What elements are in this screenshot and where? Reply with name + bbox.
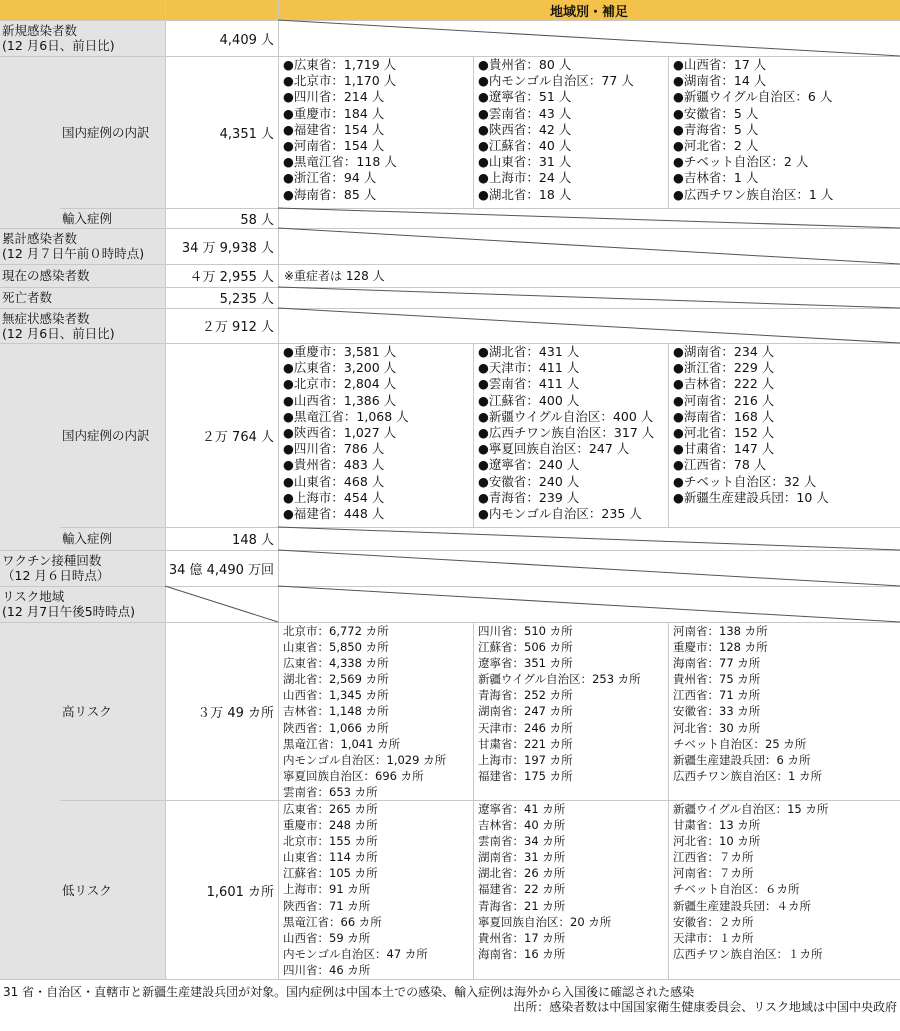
region-entry: 福建省：175 カ所 xyxy=(478,768,573,783)
region-entry: ●江蘇省：40 人 xyxy=(478,138,572,154)
region-entry: 海南省：77 カ所 xyxy=(673,656,761,671)
new-imported-value: 58 人 xyxy=(240,212,274,228)
region-entry: 黒竜江省：66 カ所 xyxy=(283,914,382,929)
region-entry: ●雲南省：43 人 xyxy=(478,105,572,121)
region-entry: ●河南省：154 人 xyxy=(283,138,385,154)
region-entry: ●安徽省：240 人 xyxy=(478,473,580,489)
region-entry: ●上海市：24 人 xyxy=(478,170,572,186)
region-entry: 吉林省：40 カ所 xyxy=(478,818,566,833)
cumulative-value: 34 万 9,938 人 xyxy=(181,240,274,256)
asym-domestic-value: ２万 764 人 xyxy=(201,429,274,445)
region-entry: 天津市：246 カ所 xyxy=(478,720,573,735)
region-entry: ●陝西省：1,027 人 xyxy=(283,425,397,441)
region-entry: 内モンゴル自治区：1,029 カ所 xyxy=(283,752,447,767)
region-entry: 河南省：138 カ所 xyxy=(673,624,768,638)
region-entry: 新疆ウイグル自治区：15 カ所 xyxy=(673,802,829,816)
region-entry: ●北京市：2,804 人 xyxy=(283,376,397,392)
region-entry: ●上海市：454 人 xyxy=(283,489,385,505)
region-entry: ●内モンゴル自治区：235 人 xyxy=(478,506,642,522)
new-cases-value: 4,409 人 xyxy=(219,32,274,48)
region-entry: ●重慶市：184 人 xyxy=(283,105,385,121)
high-risk-value: ３万 49 カ所 xyxy=(197,705,274,721)
cumulative-label-line2: (12 月７日午前０時時点) xyxy=(2,246,145,261)
region-entry: ●天津市：411 人 xyxy=(478,360,580,376)
vaccine-label-line1: ワクチン接種回数 xyxy=(2,553,102,568)
region-entry: ●山東省：468 人 xyxy=(283,473,385,489)
new-domestic-value: 4,351 人 xyxy=(219,126,274,142)
empty-cell-diagonals xyxy=(165,20,900,622)
risk-label-line1: リスク地域 xyxy=(2,589,65,604)
vaccine-value: 34 億 4,490 万回 xyxy=(168,562,274,578)
region-entry: ●四川省：214 人 xyxy=(283,89,385,105)
region-entry: ●山西省：1,386 人 xyxy=(283,392,397,408)
region-entry: ●甘粛省：147 人 xyxy=(673,441,775,457)
region-entry: ●吉林省：222 人 xyxy=(673,376,775,392)
region-entry: ●湖北省：18 人 xyxy=(478,186,572,202)
region-entry: ●浙江省：94 人 xyxy=(283,170,377,186)
region-entry: ●江西省：78 人 xyxy=(673,457,767,473)
region-entry: 湖南省：247 カ所 xyxy=(478,704,573,719)
region-entry: チベット自治区：６カ所 xyxy=(673,882,800,897)
region-entry: 湖南省：31 カ所 xyxy=(478,850,566,865)
region-entry: 広西チワン族自治区：１カ所 xyxy=(673,946,823,961)
region-entry: 福建省：22 カ所 xyxy=(478,882,566,897)
region-entry: ●チベット自治区：32 人 xyxy=(673,473,817,489)
region-entry: ●新疆ウイグル自治区：6 人 xyxy=(673,89,833,105)
region-entry: ●四川省：786 人 xyxy=(283,441,385,457)
region-entry: 広東省：265 カ所 xyxy=(283,802,378,816)
region-entry: ●遼寧省：51 人 xyxy=(478,89,572,105)
region-entry: 青海省：252 カ所 xyxy=(478,688,573,703)
region-entry: ●山東省：31 人 xyxy=(478,154,572,170)
region-entry: 甘粛省：221 カ所 xyxy=(478,736,573,751)
region-entry: ●湖南省：234 人 xyxy=(673,344,775,359)
region-entry: ●青海省：5 人 xyxy=(673,121,759,137)
cumulative-label-line1: 累計感染者数 xyxy=(2,231,78,246)
region-entry: 江蘇省：105 カ所 xyxy=(283,866,378,881)
region-entry: 重慶市：128 カ所 xyxy=(673,640,768,655)
region-entry: ●海南省：168 人 xyxy=(673,408,775,424)
region-entry: 新疆生産建設兵団：４カ所 xyxy=(673,898,811,913)
region-entry: 甘粛省：13 カ所 xyxy=(673,818,761,833)
asym-imported-value: 148 人 xyxy=(232,533,274,548)
region-entry: 四川省：46 カ所 xyxy=(283,962,371,977)
region-entry: 河南省：７カ所 xyxy=(673,866,754,881)
region-entry: ●重慶市：3,581 人 xyxy=(283,344,397,359)
region-entry: ●海南省：85 人 xyxy=(283,186,377,202)
region-entry: ●河南省：216 人 xyxy=(673,392,775,408)
region-entry: ●湖南省：14 人 xyxy=(673,73,767,89)
region-entry: 遼寧省：41 カ所 xyxy=(478,802,566,816)
region-entry: 貴州省：75 カ所 xyxy=(673,672,761,687)
region-entry: ●雲南省：411 人 xyxy=(478,376,580,392)
low-risk-label-text: 低リスク xyxy=(62,882,112,898)
region-entry: ●黒竜江省：1,068 人 xyxy=(283,408,409,424)
footer-source: 出所：感染者数は中国国家衛生健康委員会、リスク地域は中国中央政府 xyxy=(513,1000,897,1014)
header-region-column: 地域別・補足 xyxy=(278,0,900,20)
region-entry: ●湖北省：431 人 xyxy=(478,344,580,359)
region-entry: ●遼寧省：240 人 xyxy=(478,457,580,473)
grid-vertical-lines xyxy=(166,0,669,980)
region-entry: 河北省：30 カ所 xyxy=(673,720,761,735)
region-entry: 山西省：1,345 カ所 xyxy=(283,688,389,703)
footer-note: 31 省・自治区・直轄市と新疆生産建設兵団が対象。国内症例は中国本土での感染、輸入症例は海外から入国後に確認された感染 xyxy=(3,985,695,999)
region-entry: ●山西省：17 人 xyxy=(673,57,767,72)
region-entry: チベット自治区：25 カ所 xyxy=(673,736,807,751)
region-entry: 山西省：59 カ所 xyxy=(283,930,371,945)
risk-label-line2: (12 月7日午後5時時点) xyxy=(2,604,136,619)
region-entry: ●江蘇省：400 人 xyxy=(478,392,580,408)
region-entry: 重慶市：248 カ所 xyxy=(283,818,378,833)
asym-domestic-label-text: 国内症例の内訳 xyxy=(62,427,150,443)
region-entry: ●河北省：152 人 xyxy=(673,425,775,441)
region-entry: 山東省：114 カ所 xyxy=(283,850,378,865)
asymptomatic-label-line2: (12 月6日、前日比) xyxy=(2,325,115,341)
region-entry: 江蘇省：506 カ所 xyxy=(478,640,573,655)
region-entry: 陝西省：1,066 カ所 xyxy=(283,720,389,735)
region-entry: 寧夏回族自治区：20 カ所 xyxy=(478,914,612,929)
region-entry: 山東省：5,850 カ所 xyxy=(283,640,389,655)
region-entry: ●青海省：239 人 xyxy=(478,489,580,505)
region-entry: ●安徽省：5 人 xyxy=(673,105,759,121)
current-label-text: 現在の感染者数 xyxy=(2,268,90,283)
asymptomatic-label-line1: 無症状感染者数 xyxy=(2,310,90,326)
low-risk-value: 1,601 カ所 xyxy=(206,884,274,900)
region-entry: ●吉林省：1 人 xyxy=(673,170,759,186)
region-entry: 内モンゴル自治区：47 カ所 xyxy=(283,946,428,961)
region-entry: 四川省：510 カ所 xyxy=(478,624,573,638)
region-entry: ●黒竜江省：118 人 xyxy=(283,154,397,170)
region-entry: 江西省：７カ所 xyxy=(673,850,754,865)
region-entry: ●福建省：154 人 xyxy=(283,121,385,137)
region-entry: 北京市：6,772 カ所 xyxy=(283,624,389,638)
region-entry: 江西省：71 カ所 xyxy=(673,688,761,703)
region-entry: 上海市：197 カ所 xyxy=(478,752,573,767)
vaccine-label-line2: （12 月６日時点） xyxy=(2,568,110,583)
region-entry: ●新疆ウイグル自治区：400 人 xyxy=(478,408,654,424)
new-imported-label-text: 輸入症例 xyxy=(62,210,113,226)
new-cases-label-line1: 新規感染者数 xyxy=(2,23,78,38)
region-entry: 上海市：91 カ所 xyxy=(283,882,371,897)
region-entry: ●広東省：1,719 人 xyxy=(283,57,397,72)
region-entry: 河北省：10 カ所 xyxy=(673,834,761,849)
region-entry: 雲南省：34 カ所 xyxy=(478,834,566,849)
region-entry: ●寧夏回族自治区：247 人 xyxy=(478,441,630,457)
new-domestic-label-text: 国内症例の内訳 xyxy=(62,124,150,140)
asymptomatic-value: ２万 912 人 xyxy=(201,320,274,335)
region-entry: 湖北省：2,569 カ所 xyxy=(283,672,389,687)
region-entry: 新疆生産建設兵団：6 カ所 xyxy=(673,752,811,767)
new-cases-label-line2: (12 月6日、前日比) xyxy=(2,38,115,53)
region-entry: 北京市：155 カ所 xyxy=(283,834,378,849)
high-risk-label-text: 高リスク xyxy=(62,703,112,719)
region-entry: ●陝西省：42 人 xyxy=(478,121,572,137)
deaths-value: 5,235 人 xyxy=(219,292,274,307)
region-entry: 海南省：16 カ所 xyxy=(478,946,566,961)
deaths-label-text: 死亡者数 xyxy=(2,290,53,305)
region-entry: 広東省：4,338 カ所 xyxy=(283,656,389,671)
region-entry: 貴州省：17 カ所 xyxy=(478,930,566,945)
region-entry: 安徽省：２カ所 xyxy=(673,914,754,929)
region-entry: ●チベット自治区：2 人 xyxy=(673,154,809,170)
severe-cases-note: ※重症者は 128 人 xyxy=(284,269,385,283)
region-entry: ●広東省：3,200 人 xyxy=(283,360,397,376)
region-entry: ●内モンゴル自治区：77 人 xyxy=(478,73,634,89)
region-entry: ●貴州省：483 人 xyxy=(283,457,385,473)
region-entry: 湖北省：26 カ所 xyxy=(478,866,566,881)
region-entry: 黒竜江省：1,041 カ所 xyxy=(283,736,401,751)
region-entry: 陝西省：71 カ所 xyxy=(283,898,371,913)
region-entry: ●貴州省：80 人 xyxy=(478,57,572,72)
grid-horizontal-lines xyxy=(0,21,900,980)
region-entry: 安徽省：33 カ所 xyxy=(673,704,761,719)
region-entry: 吉林省：1,148 カ所 xyxy=(283,704,389,719)
region-entry: ●浙江省：229 人 xyxy=(673,360,775,376)
region-entry: 青海省：21 カ所 xyxy=(478,898,566,913)
region-entry: ●広西チワン族自治区：317 人 xyxy=(478,425,655,441)
region-entry: ●北京市：1,170 人 xyxy=(283,73,397,89)
region-entry: 天津市：１カ所 xyxy=(673,930,754,945)
region-entry: ●河北省：2 人 xyxy=(673,138,759,154)
region-entry: ●新疆生産建設兵団：10 人 xyxy=(673,489,829,505)
region-entry: ●広西チワン族自治区：1 人 xyxy=(673,186,834,202)
region-entry: ●福建省：448 人 xyxy=(283,506,385,522)
region-entry: 広西チワン族自治区：1 カ所 xyxy=(673,768,822,783)
region-entry: 新疆ウイグル自治区：253 カ所 xyxy=(478,672,641,687)
region-entry: 雲南省：653 カ所 xyxy=(283,784,378,799)
asym-imported-label-text: 輸入症例 xyxy=(62,531,113,546)
region-entry: 寧夏回族自治区：696 カ所 xyxy=(283,768,424,783)
current-value: ４万 2,955 人 xyxy=(189,270,274,285)
region-entry: 遼寧省：351 カ所 xyxy=(478,656,573,671)
